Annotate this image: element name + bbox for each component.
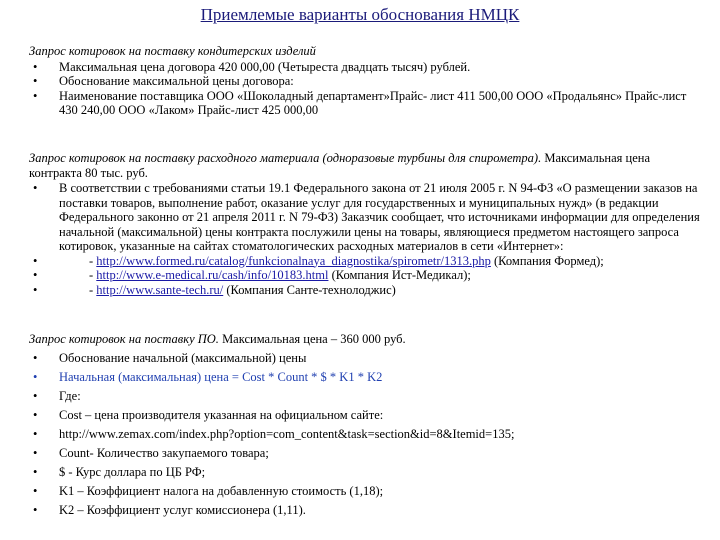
- section-heading: [29, 332, 701, 347]
- link-sante-tech[interactable]: http://www.sante-tech.ru/: [96, 282, 224, 297]
- link-company: (Компания Ист-Медикал);: [328, 268, 471, 282]
- list-item: • Максимальная цена договора 420 000,00 (Четыреста двадцать тысяч) рублей.: [29, 60, 701, 75]
- section-heading: Запрос котировок на поставку кондитерских изделий: [29, 44, 316, 58]
- list-item: • Где:: [29, 389, 701, 404]
- list-item: • K1 – Коэффициент налога на добавленную стоимость (1,18);: [29, 484, 701, 499]
- list-item: • Count- Количество закупаемого товара;: [29, 446, 701, 461]
- section-heading-italic: Запрос котировок на поставку ПО.: [29, 332, 219, 346]
- list-item: • Обоснование начальной (максимальной) цены: [29, 351, 701, 366]
- section-heading: [29, 151, 701, 180]
- list-item: • Наименование поставщика ООО «Шоколадный департамент»Прайс- лист 411 500,00 ООО «Продальянс» Прайс-лист 430 240,00 ООО «Лаком» Прайс-лист 425 000,00: [29, 89, 701, 118]
- section-software: [29, 332, 701, 522]
- list-item-link: [29, 254, 701, 269]
- section-heading-rest: Максимальная цена – 360 000 руб.: [218, 332, 406, 346]
- link-company: (Компания Формед);: [490, 253, 604, 268]
- list-item-url[interactable]: • http://www.zemax.com/index.php?option=com_content&task=section&id=8&Itemid=135;: [29, 427, 701, 442]
- list-item: • $ - Курс доллара по ЦБ РФ;: [29, 465, 701, 480]
- section-confectionery: [29, 44, 701, 118]
- section-heading-italic: Запрос котировок на поставку расходного материала (одноразовые турбины для спирометра).: [29, 151, 542, 165]
- section-heading-rest: Максимальная цена контракта 80 тыс. руб.: [29, 151, 650, 180]
- list-item: • В соответствии с требованиями статьи 19.1 Федерального закона от 21 июля 2005 г. N 94-ФЗ «О размещении заказов на поставки товаров, выполнение работ, оказание услуг для государственных и муниципальных нужд» (в редакции Федерального законно от 21 апреля 2011 г. N 79-ФЗ) Заказчик сообщает, что источниками информации для определения начальной (максимальной) цены контракта послужили цены на товары, являющиеся предметом настоящего запроса котировок, указанные на сайтах стоматологических расходных материалов в сети «Интернет»:: [29, 181, 701, 254]
- link-prefix: -: [89, 268, 97, 282]
- link-prefix: -: [89, 282, 97, 297]
- link-prefix: -: [89, 253, 97, 268]
- list-item-formula: • Начальная (максимальная) цена = Cost * Count * $ * K1 * K2: [29, 370, 701, 385]
- list-item-link: [29, 283, 701, 298]
- list-item: • Обоснование максимальной цены договора:: [29, 74, 701, 89]
- link-formed[interactable]: http://www.formed.ru/catalog/funkcionalnaya_diagnostika/spirometr/1313.php: [96, 253, 491, 268]
- list-item: • K2 – Коэффициент услуг комиссионера (1,11).: [29, 503, 701, 518]
- section-spirometer: [29, 151, 701, 297]
- page-title: Приемлемые варианты обоснования НМЦК: [200, 5, 520, 24]
- link-e-medical[interactable]: http://www.e-medical.ru/cash/info/10183.html: [96, 268, 329, 282]
- list-item-link: [29, 268, 701, 283]
- list-item: • Cost – цена производителя указанная на официальном сайте:: [29, 408, 701, 423]
- link-company: (Компания Санте-технолоджис): [223, 282, 396, 297]
